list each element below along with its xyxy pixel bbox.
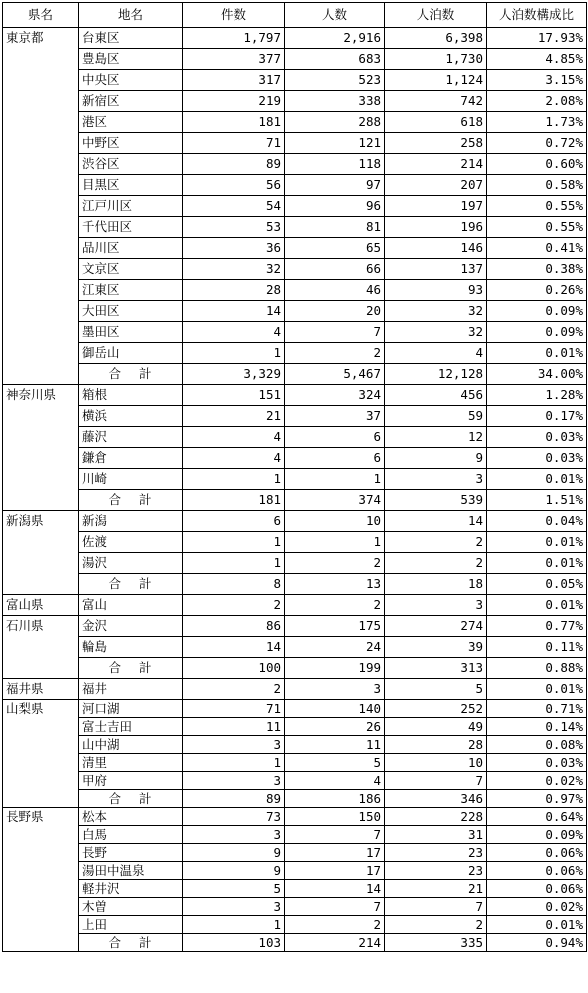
place-cell: 横浜	[79, 406, 183, 427]
ratio-cell: 0.03%	[487, 448, 587, 469]
people-cell: 523	[285, 70, 385, 91]
people-cell: 2	[285, 916, 385, 934]
person-nights-cell: 4	[385, 343, 487, 364]
ratio-cell: 0.38%	[487, 259, 587, 280]
table-row	[3, 301, 587, 322]
place-cell: 河口湖	[79, 700, 183, 718]
ratio-cell: 0.02%	[487, 898, 587, 916]
count-cell: 32	[183, 259, 285, 280]
person-nights-cell: 618	[385, 112, 487, 133]
header-prefecture: 県名	[3, 3, 79, 28]
people-cell: 97	[285, 175, 385, 196]
place-cell: 箱根	[79, 385, 183, 406]
ratio-cell: 0.01%	[487, 595, 587, 616]
ratio-cell: 0.55%	[487, 196, 587, 217]
people-cell: 6	[285, 448, 385, 469]
subtotal-label: 合計	[79, 790, 183, 808]
count-cell: 6	[183, 511, 285, 532]
ratio-cell: 0.72%	[487, 133, 587, 154]
total-ratio-cell: 0.05%	[487, 574, 587, 595]
people-cell: 140	[285, 700, 385, 718]
table-row	[3, 406, 587, 427]
place-cell: 中野区	[79, 133, 183, 154]
place-cell: 港区	[79, 112, 183, 133]
count-cell: 73	[183, 808, 285, 826]
person-nights-cell: 252	[385, 700, 487, 718]
count-cell: 1	[183, 754, 285, 772]
place-cell: 新宿区	[79, 91, 183, 112]
count-cell: 4	[183, 448, 285, 469]
lodging-stats-table	[2, 2, 587, 952]
place-cell: 金沢	[79, 616, 183, 637]
table-row	[3, 91, 587, 112]
table-row	[3, 280, 587, 301]
total-person-nights-cell: 18	[385, 574, 487, 595]
total-people-cell: 5,467	[285, 364, 385, 385]
ratio-cell: 0.55%	[487, 217, 587, 238]
table-row	[3, 28, 587, 49]
total-person-nights-cell: 539	[385, 490, 487, 511]
total-person-nights-cell: 12,128	[385, 364, 487, 385]
place-cell: 湯沢	[79, 553, 183, 574]
total-people-cell: 186	[285, 790, 385, 808]
count-cell: 53	[183, 217, 285, 238]
place-cell: 長野	[79, 844, 183, 862]
person-nights-cell: 146	[385, 238, 487, 259]
count-cell: 3	[183, 898, 285, 916]
ratio-cell: 3.15%	[487, 70, 587, 91]
person-nights-cell: 274	[385, 616, 487, 637]
count-cell: 36	[183, 238, 285, 259]
table-row	[3, 154, 587, 175]
ratio-cell: 0.71%	[487, 700, 587, 718]
header-people: 人数	[285, 3, 385, 28]
count-cell: 2	[183, 595, 285, 616]
people-cell: 96	[285, 196, 385, 217]
count-cell: 71	[183, 133, 285, 154]
count-cell: 1	[183, 916, 285, 934]
person-nights-cell: 207	[385, 175, 487, 196]
people-cell: 20	[285, 301, 385, 322]
person-nights-cell: 2	[385, 916, 487, 934]
total-person-nights-cell: 346	[385, 790, 487, 808]
table-row	[3, 133, 587, 154]
table-row	[3, 616, 587, 637]
prefecture-cell: 石川県	[3, 616, 79, 679]
ratio-cell: 0.14%	[487, 718, 587, 736]
people-cell: 2	[285, 595, 385, 616]
person-nights-cell: 3	[385, 469, 487, 490]
place-cell: 松本	[79, 808, 183, 826]
ratio-cell: 0.04%	[487, 511, 587, 532]
ratio-cell: 1.73%	[487, 112, 587, 133]
header-person-nights: 人泊数	[385, 3, 487, 28]
ratio-cell: 0.06%	[487, 880, 587, 898]
place-cell: 千代田区	[79, 217, 183, 238]
person-nights-cell: 7	[385, 898, 487, 916]
count-cell: 28	[183, 280, 285, 301]
person-nights-cell: 258	[385, 133, 487, 154]
person-nights-cell: 5	[385, 679, 487, 700]
person-nights-cell: 93	[385, 280, 487, 301]
table-row	[3, 595, 587, 616]
count-cell: 56	[183, 175, 285, 196]
table-row	[3, 469, 587, 490]
place-cell: 福井	[79, 679, 183, 700]
people-cell: 2	[285, 343, 385, 364]
count-cell: 1	[183, 343, 285, 364]
prefecture-cell: 長野県	[3, 808, 79, 952]
place-cell: 山中湖	[79, 736, 183, 754]
people-cell: 6	[285, 427, 385, 448]
ratio-cell: 0.01%	[487, 343, 587, 364]
person-nights-cell: 59	[385, 406, 487, 427]
people-cell: 14	[285, 880, 385, 898]
place-cell: 藤沢	[79, 427, 183, 448]
table-row	[3, 259, 587, 280]
people-cell: 10	[285, 511, 385, 532]
ratio-cell: 0.17%	[487, 406, 587, 427]
person-nights-cell: 7	[385, 772, 487, 790]
person-nights-cell: 9	[385, 448, 487, 469]
people-cell: 288	[285, 112, 385, 133]
ratio-cell: 4.85%	[487, 49, 587, 70]
subtotal-row	[3, 934, 587, 952]
table-row	[3, 196, 587, 217]
people-cell: 17	[285, 844, 385, 862]
people-cell: 118	[285, 154, 385, 175]
ratio-cell: 0.01%	[487, 469, 587, 490]
subtotal-row	[3, 364, 587, 385]
table-row	[3, 844, 587, 862]
ratio-cell: 1.28%	[487, 385, 587, 406]
table-row	[3, 385, 587, 406]
table-row	[3, 754, 587, 772]
count-cell: 4	[183, 427, 285, 448]
people-cell: 24	[285, 637, 385, 658]
count-cell: 317	[183, 70, 285, 91]
people-cell: 1	[285, 532, 385, 553]
person-nights-cell: 12	[385, 427, 487, 448]
place-cell: 品川区	[79, 238, 183, 259]
count-cell: 1,797	[183, 28, 285, 49]
table-row	[3, 511, 587, 532]
person-nights-cell: 1,124	[385, 70, 487, 91]
table-row	[3, 70, 587, 91]
header-place: 地名	[79, 3, 183, 28]
count-cell: 9	[183, 862, 285, 880]
table-row	[3, 238, 587, 259]
place-cell: 湯田中温泉	[79, 862, 183, 880]
table-row	[3, 916, 587, 934]
count-cell: 89	[183, 154, 285, 175]
ratio-cell: 0.08%	[487, 736, 587, 754]
total-count-cell: 89	[183, 790, 285, 808]
subtotal-label: 合計	[79, 574, 183, 595]
total-person-nights-cell: 313	[385, 658, 487, 679]
count-cell: 3	[183, 826, 285, 844]
ratio-cell: 0.41%	[487, 238, 587, 259]
ratio-cell: 0.03%	[487, 754, 587, 772]
people-cell: 3	[285, 679, 385, 700]
table-row	[3, 637, 587, 658]
person-nights-cell: 197	[385, 196, 487, 217]
prefecture-cell: 神奈川県	[3, 385, 79, 511]
count-cell: 9	[183, 844, 285, 862]
place-cell: 富士吉田	[79, 718, 183, 736]
person-nights-cell: 49	[385, 718, 487, 736]
table-row	[3, 532, 587, 553]
ratio-cell: 0.01%	[487, 553, 587, 574]
ratio-cell: 0.77%	[487, 616, 587, 637]
place-cell: 墨田区	[79, 322, 183, 343]
total-ratio-cell: 1.51%	[487, 490, 587, 511]
person-nights-cell: 21	[385, 880, 487, 898]
place-cell: 中央区	[79, 70, 183, 91]
total-ratio-cell: 0.97%	[487, 790, 587, 808]
table-row	[3, 49, 587, 70]
table-row	[3, 217, 587, 238]
person-nights-cell: 742	[385, 91, 487, 112]
person-nights-cell: 23	[385, 862, 487, 880]
count-cell: 14	[183, 301, 285, 322]
table-body	[3, 28, 587, 952]
place-cell: 川崎	[79, 469, 183, 490]
person-nights-cell: 2	[385, 553, 487, 574]
table-row	[3, 736, 587, 754]
person-nights-cell: 2	[385, 532, 487, 553]
place-cell: 輪島	[79, 637, 183, 658]
prefecture-cell: 富山県	[3, 595, 79, 616]
count-cell: 21	[183, 406, 285, 427]
people-cell: 81	[285, 217, 385, 238]
count-cell: 377	[183, 49, 285, 70]
place-cell: 佐渡	[79, 532, 183, 553]
total-people-cell: 199	[285, 658, 385, 679]
table-row	[3, 679, 587, 700]
place-cell: 大田区	[79, 301, 183, 322]
table-row	[3, 322, 587, 343]
total-people-cell: 374	[285, 490, 385, 511]
place-cell: 白馬	[79, 826, 183, 844]
people-cell: 338	[285, 91, 385, 112]
ratio-cell: 2.08%	[487, 91, 587, 112]
person-nights-cell: 3	[385, 595, 487, 616]
table-row	[3, 700, 587, 718]
person-nights-cell: 137	[385, 259, 487, 280]
table-row	[3, 343, 587, 364]
subtotal-label: 合計	[79, 364, 183, 385]
person-nights-cell: 31	[385, 826, 487, 844]
count-cell: 3	[183, 772, 285, 790]
count-cell: 181	[183, 112, 285, 133]
count-cell: 4	[183, 322, 285, 343]
table-row	[3, 826, 587, 844]
place-cell: 上田	[79, 916, 183, 934]
header-row	[3, 3, 587, 28]
ratio-cell: 0.03%	[487, 427, 587, 448]
total-people-cell: 214	[285, 934, 385, 952]
ratio-cell: 0.26%	[487, 280, 587, 301]
table-row	[3, 553, 587, 574]
ratio-cell: 0.01%	[487, 679, 587, 700]
people-cell: 46	[285, 280, 385, 301]
count-cell: 54	[183, 196, 285, 217]
prefecture-cell: 福井県	[3, 679, 79, 700]
count-cell: 5	[183, 880, 285, 898]
place-cell: 江戸川区	[79, 196, 183, 217]
subtotal-row	[3, 658, 587, 679]
count-cell: 1	[183, 469, 285, 490]
table-row	[3, 880, 587, 898]
place-cell: 甲府	[79, 772, 183, 790]
person-nights-cell: 1,730	[385, 49, 487, 70]
person-nights-cell: 32	[385, 322, 487, 343]
place-cell: 江東区	[79, 280, 183, 301]
total-count-cell: 3,329	[183, 364, 285, 385]
total-ratio-cell: 0.94%	[487, 934, 587, 952]
ratio-cell: 0.09%	[487, 301, 587, 322]
person-nights-cell: 456	[385, 385, 487, 406]
people-cell: 150	[285, 808, 385, 826]
count-cell: 71	[183, 700, 285, 718]
ratio-cell: 0.02%	[487, 772, 587, 790]
count-cell: 1	[183, 532, 285, 553]
person-nights-cell: 10	[385, 754, 487, 772]
total-ratio-cell: 34.00%	[487, 364, 587, 385]
people-cell: 683	[285, 49, 385, 70]
place-cell: 軽井沢	[79, 880, 183, 898]
place-cell: 豊島区	[79, 49, 183, 70]
count-cell: 151	[183, 385, 285, 406]
place-cell: 文京区	[79, 259, 183, 280]
people-cell: 17	[285, 862, 385, 880]
total-ratio-cell: 0.88%	[487, 658, 587, 679]
person-nights-cell: 228	[385, 808, 487, 826]
people-cell: 66	[285, 259, 385, 280]
count-cell: 14	[183, 637, 285, 658]
people-cell: 65	[285, 238, 385, 259]
ratio-cell: 0.60%	[487, 154, 587, 175]
ratio-cell: 0.06%	[487, 844, 587, 862]
subtotal-row	[3, 790, 587, 808]
ratio-cell: 0.01%	[487, 916, 587, 934]
table-row	[3, 772, 587, 790]
person-nights-cell: 23	[385, 844, 487, 862]
subtotal-row	[3, 574, 587, 595]
person-nights-cell: 28	[385, 736, 487, 754]
prefecture-cell: 山梨県	[3, 700, 79, 808]
place-cell: 鎌倉	[79, 448, 183, 469]
people-cell: 1	[285, 469, 385, 490]
subtotal-row	[3, 490, 587, 511]
people-cell: 4	[285, 772, 385, 790]
total-count-cell: 103	[183, 934, 285, 952]
ratio-cell: 17.93%	[487, 28, 587, 49]
ratio-cell: 0.01%	[487, 532, 587, 553]
ratio-cell: 0.64%	[487, 808, 587, 826]
table-row	[3, 808, 587, 826]
place-cell: 御岳山	[79, 343, 183, 364]
table-row	[3, 175, 587, 196]
header-person-nights-ratio: 人泊数構成比	[487, 3, 587, 28]
place-cell: 清里	[79, 754, 183, 772]
person-nights-cell: 32	[385, 301, 487, 322]
person-nights-cell: 39	[385, 637, 487, 658]
table-row	[3, 862, 587, 880]
people-cell: 11	[285, 736, 385, 754]
ratio-cell: 0.58%	[487, 175, 587, 196]
prefecture-cell: 新潟県	[3, 511, 79, 595]
people-cell: 26	[285, 718, 385, 736]
total-person-nights-cell: 335	[385, 934, 487, 952]
people-cell: 121	[285, 133, 385, 154]
people-cell: 7	[285, 322, 385, 343]
place-cell: 渋谷区	[79, 154, 183, 175]
prefecture-cell: 東京都	[3, 28, 79, 385]
person-nights-cell: 214	[385, 154, 487, 175]
place-cell: 木曽	[79, 898, 183, 916]
table-row	[3, 448, 587, 469]
people-cell: 7	[285, 898, 385, 916]
person-nights-cell: 6,398	[385, 28, 487, 49]
table-row	[3, 898, 587, 916]
total-count-cell: 8	[183, 574, 285, 595]
total-count-cell: 181	[183, 490, 285, 511]
people-cell: 2,916	[285, 28, 385, 49]
ratio-cell: 0.09%	[487, 826, 587, 844]
subtotal-label: 合計	[79, 658, 183, 679]
total-people-cell: 13	[285, 574, 385, 595]
people-cell: 324	[285, 385, 385, 406]
place-cell: 台東区	[79, 28, 183, 49]
place-cell: 新潟	[79, 511, 183, 532]
people-cell: 2	[285, 553, 385, 574]
total-count-cell: 100	[183, 658, 285, 679]
people-cell: 7	[285, 826, 385, 844]
place-cell: 目黒区	[79, 175, 183, 196]
count-cell: 86	[183, 616, 285, 637]
subtotal-label: 合計	[79, 490, 183, 511]
ratio-cell: 0.11%	[487, 637, 587, 658]
subtotal-label: 合計	[79, 934, 183, 952]
person-nights-cell: 14	[385, 511, 487, 532]
ratio-cell: 0.09%	[487, 322, 587, 343]
count-cell: 2	[183, 679, 285, 700]
table-row	[3, 718, 587, 736]
person-nights-cell: 196	[385, 217, 487, 238]
count-cell: 11	[183, 718, 285, 736]
table-row	[3, 427, 587, 448]
table-row	[3, 112, 587, 133]
people-cell: 175	[285, 616, 385, 637]
count-cell: 219	[183, 91, 285, 112]
header-count: 件数	[183, 3, 285, 28]
place-cell: 富山	[79, 595, 183, 616]
count-cell: 3	[183, 736, 285, 754]
ratio-cell: 0.06%	[487, 862, 587, 880]
people-cell: 5	[285, 754, 385, 772]
people-cell: 37	[285, 406, 385, 427]
count-cell: 1	[183, 553, 285, 574]
